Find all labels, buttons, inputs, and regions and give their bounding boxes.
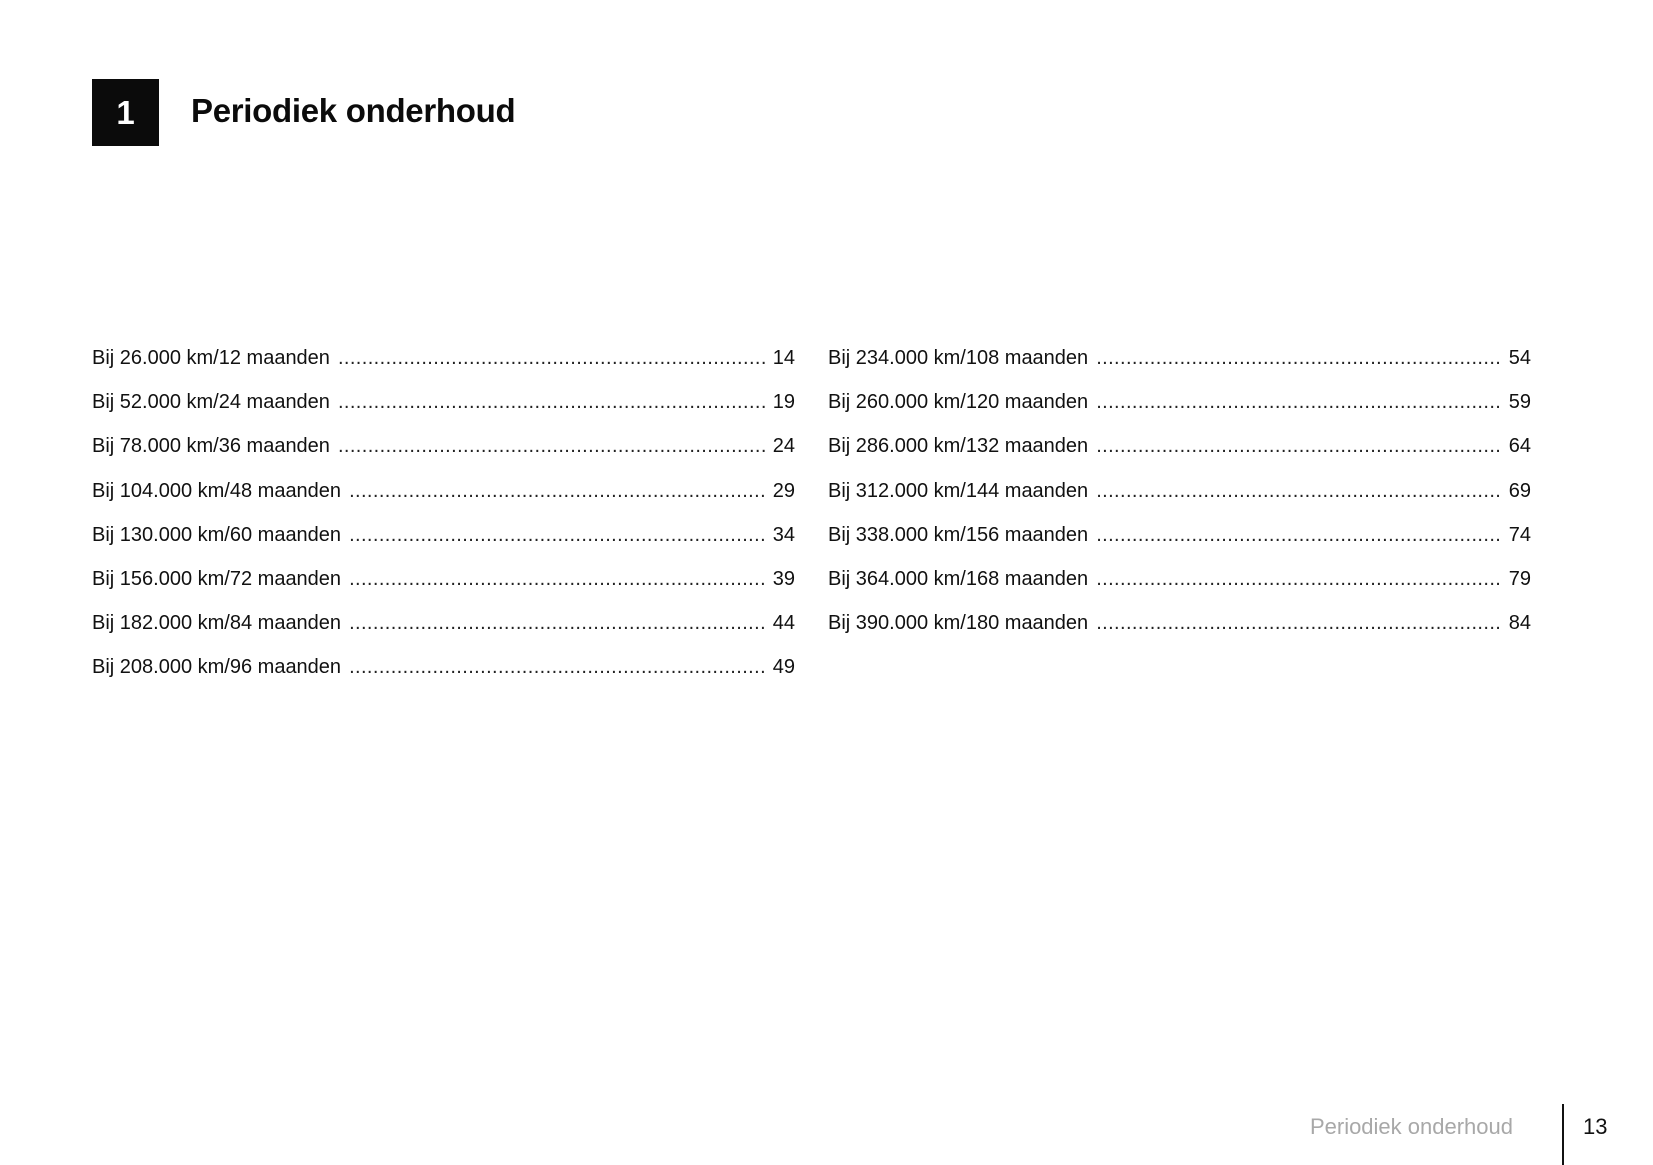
dot-leader <box>1096 387 1503 417</box>
dot-leader <box>1096 343 1503 373</box>
toc-entry[interactable] <box>828 608 1531 652</box>
chapter-number: 1 <box>116 93 135 131</box>
toc-entry[interactable] <box>828 431 1531 475</box>
toc-entry-page: 69 <box>1508 479 1531 502</box>
dot-leader <box>1096 431 1503 461</box>
toc-entry-label: Bij 208.000 km/96 maanden <box>92 656 342 679</box>
toc-entry-label: Bij 260.000 km/120 maanden <box>828 391 1089 414</box>
toc-entry-page: 34 <box>772 523 795 546</box>
toc-entry-label: Bij 234.000 km/108 maanden <box>828 347 1089 369</box>
dot-leader <box>338 387 767 417</box>
toc-entry-page: 79 <box>1508 567 1531 590</box>
dot-leader <box>349 652 767 682</box>
toc-entry-label: Bij 26.000 km/12 maanden <box>92 347 330 369</box>
toc-entry[interactable] <box>92 564 795 608</box>
toc-entry[interactable] <box>828 387 1531 431</box>
toc-entry-label: Bij 338.000 km/156 maanden <box>828 523 1089 546</box>
toc-entry-label: Bij 286.000 km/132 maanden <box>828 435 1089 458</box>
toc-entry-page: 84 <box>1508 612 1531 635</box>
toc-entry[interactable] <box>828 520 1531 564</box>
toc-entry-label: Bij 104.000 km/48 maanden <box>92 479 342 502</box>
toc-entry[interactable] <box>828 564 1531 608</box>
toc-entry[interactable] <box>92 431 795 475</box>
toc-entry-label: Bij 78.000 km/36 maanden <box>92 435 330 458</box>
dot-leader <box>349 520 767 550</box>
toc-entry-page: 59 <box>1508 391 1531 414</box>
toc-entry[interactable] <box>828 476 1531 520</box>
dot-leader <box>338 343 767 373</box>
dot-leader <box>1096 564 1503 594</box>
toc-entry-label: Bij 390.000 km/180 maanden <box>828 612 1089 635</box>
toc-entry-page: 19 <box>772 391 795 414</box>
toc-entry-page: 49 <box>772 656 795 679</box>
toc-entry[interactable] <box>92 608 795 652</box>
toc-entry-page: 39 <box>772 567 795 590</box>
toc-entry-label: Bij 312.000 km/144 maanden <box>828 479 1089 502</box>
dot-leader <box>349 476 767 506</box>
dot-leader <box>338 431 767 461</box>
toc-entry-label: Bij 130.000 km/60 maanden <box>92 523 342 546</box>
dot-leader <box>1096 520 1503 550</box>
toc-entry-label: Bij 364.000 km/168 maanden <box>828 567 1089 590</box>
dot-leader <box>1096 608 1503 638</box>
toc-entry[interactable] <box>828 343 1531 387</box>
dot-leader <box>349 608 767 638</box>
chapter-title: Periodiek onderhoud <box>191 92 516 129</box>
chapter-number-badge <box>92 79 159 146</box>
footer-divider <box>1562 1104 1564 1165</box>
toc-entry[interactable] <box>92 520 795 564</box>
toc-entry-page: 44 <box>772 612 795 635</box>
footer-page-number: 13 <box>1583 1114 1608 1139</box>
toc-entry[interactable] <box>92 652 795 696</box>
toc-entry-page: 64 <box>1508 435 1531 458</box>
toc-column-right <box>828 343 1531 652</box>
toc-entry-label: Bij 182.000 km/84 maanden <box>92 612 342 635</box>
dot-leader <box>1096 476 1503 506</box>
toc-entry-page: 54 <box>1508 347 1531 369</box>
toc-entry[interactable] <box>92 476 795 520</box>
toc-column-left <box>92 343 795 697</box>
toc-entry-label: Bij 156.000 km/72 maanden <box>92 567 342 590</box>
toc-entry-page: 29 <box>772 479 795 502</box>
toc-entry-page: 74 <box>1508 523 1531 546</box>
footer-section-title: Periodiek onderhoud <box>1309 1114 1513 1139</box>
toc-entry[interactable] <box>92 343 795 387</box>
toc-entry[interactable] <box>92 387 795 431</box>
toc-entry-page: 14 <box>772 347 795 369</box>
toc-entry-label: Bij 52.000 km/24 maanden <box>92 391 330 414</box>
toc-entry-page: 24 <box>772 435 795 458</box>
dot-leader <box>349 564 767 594</box>
